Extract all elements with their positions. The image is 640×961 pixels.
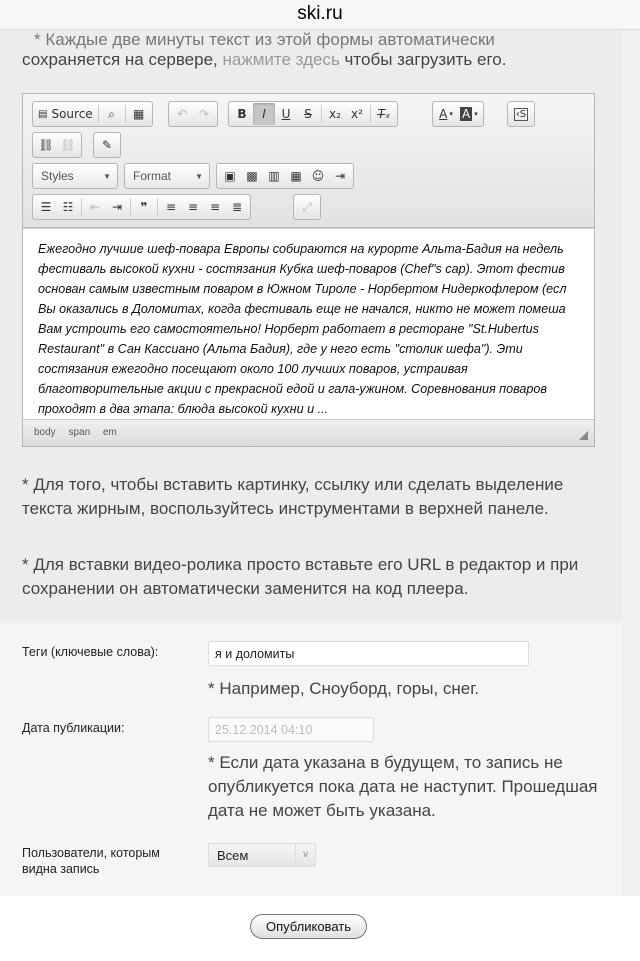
chevron-down-icon: ▾ — [474, 110, 478, 118]
load-autosave-link[interactable]: нажмите здесь — [222, 50, 340, 69]
content-line: состязания ежегодно посещают около 100 лучших поваров, устраивая — [38, 362, 468, 376]
strike-icon: S — [304, 107, 312, 121]
toolbar-group-basic-styles — [228, 101, 398, 127]
superscript-button[interactable] — [346, 103, 368, 125]
source-button[interactable]: ▤ Source — [38, 107, 93, 121]
align-right-button[interactable] — [204, 196, 226, 218]
align-left-button[interactable] — [160, 196, 182, 218]
maximize-button[interactable] — [296, 196, 318, 218]
content-line: Restaurant" в Сан Кассиано (Альта Бадия), где у него есть "столик шефа"). Эти — [38, 342, 523, 356]
tags-input[interactable]: я и доломиты — [208, 641, 529, 666]
toolbar-group-tools — [293, 194, 321, 220]
toolbar-group-paragraph — [32, 194, 251, 220]
flash-icon: ▩ — [246, 169, 258, 183]
content-line: Вы оказались в Доломитах, когда фестиваль еще не начался, никто не может помеша — [38, 302, 566, 316]
content-line: проходят в два этапа: блюда высокой кухни и ... — [38, 402, 329, 416]
numbered-list-icon: ☰ — [40, 200, 52, 214]
image-button[interactable] — [219, 165, 241, 187]
bulleted-list-button[interactable] — [57, 196, 79, 218]
toolbar-separator — [81, 198, 82, 216]
redo-button[interactable] — [193, 103, 215, 125]
paste-button[interactable] — [128, 103, 150, 125]
content-line: фестиваль высокой кухни - состязания Кубка шеф-поваров (Chef"s cap). Этот фестив — [38, 262, 565, 276]
toolbar-separator — [125, 105, 126, 123]
tags-hint: * Например, Сноуборд, горы, снег. — [208, 679, 480, 698]
path-item-span[interactable]: span — [68, 427, 91, 438]
italic-icon: I — [262, 107, 266, 121]
clipboard-icon: ▦ — [133, 107, 145, 121]
post-settings-form — [0, 624, 622, 896]
unlink-button[interactable] — [57, 134, 79, 156]
footer-actions — [0, 896, 640, 961]
toolbar-group-links — [32, 132, 82, 158]
autosave-notice — [22, 30, 612, 72]
date-label: Дата публикации: — [22, 721, 125, 735]
maximize-icon: ⤢ — [302, 199, 312, 214]
blockquote-button[interactable] — [133, 196, 155, 218]
attach-button[interactable] — [96, 134, 118, 156]
smiley-icon: ☺ — [311, 169, 325, 183]
content-line: основан самым известным поваром в Южном Тироле - Норбертом Нидеркофлером (есл — [38, 282, 567, 296]
rich-text-editor — [22, 93, 595, 447]
link-icon: ⛓ — [38, 138, 54, 152]
toolbar-separator — [157, 198, 158, 216]
path-item-em[interactable]: em — [102, 427, 117, 438]
italic-button[interactable] — [253, 103, 275, 125]
file-icon: ▥ — [268, 169, 280, 183]
text-color-icon: A — [439, 107, 448, 121]
page-break-icon: ⇥ — [334, 169, 346, 183]
page-break-button[interactable] — [329, 165, 351, 187]
toolbar-group-insert — [216, 163, 354, 189]
top-bar — [0, 0, 640, 30]
bold-icon: B — [237, 107, 247, 121]
align-center-button[interactable] — [182, 196, 204, 218]
outdent-icon: ⇤ — [89, 200, 101, 214]
numbered-list-button[interactable] — [35, 196, 57, 218]
site-title: ski.ru — [297, 3, 343, 24]
chevron-down-icon: ▼ — [195, 172, 203, 181]
indent-button[interactable] — [106, 196, 128, 218]
strike-button[interactable] — [297, 103, 319, 125]
element-path-bar — [23, 419, 594, 446]
autosave-text-before: сохраняется на сервере, — [22, 50, 223, 69]
link-button[interactable] — [35, 134, 57, 156]
tags-label: Теги (ключевые слова): — [22, 645, 159, 659]
autosave-cut-line: * Каждые две минуты текст из этой формы автоматически — [34, 30, 495, 49]
remove-format-icon: T̶ₓ — [377, 107, 391, 121]
smiley-button[interactable] — [307, 165, 329, 187]
video-hint: * Для вставки видео-ролика просто вставьте его URL в редактор и при сохранении он автоматически заменится на код плеера. — [22, 555, 579, 598]
toolbar-group-document — [32, 101, 153, 127]
align-right-icon: ≡ — [209, 200, 221, 214]
toolbar-separator — [321, 105, 322, 123]
underline-button[interactable] — [275, 103, 297, 125]
subscript-button[interactable] — [324, 103, 346, 125]
content-line: Ежегодно лучшие шеф-повара Европы собираются на курорте Альта-Бадия на недель — [38, 242, 564, 256]
quote-icon: ❞ — [140, 200, 148, 214]
preview-icon: ⌕ — [108, 106, 116, 121]
flash-button[interactable] — [241, 165, 263, 187]
autosave-text-after: чтобы загрузить его. — [339, 50, 507, 69]
toolbar-group-history — [168, 101, 218, 127]
paperclip-icon: ✎ — [101, 138, 113, 152]
content-line: Вам устроить его самостоятельно! Норберт работает в ресторане "St.Hubertus — [38, 322, 539, 336]
table-button[interactable] — [285, 165, 307, 187]
bold-button[interactable] — [231, 103, 253, 125]
redo-icon: ↷ — [198, 107, 210, 121]
undo-icon: ↶ — [176, 107, 188, 121]
source-icon: ▤ — [38, 108, 48, 120]
publish-date-field[interactable]: 25.12.2014 04:10 — [208, 717, 374, 742]
preview-button[interactable] — [101, 103, 123, 125]
unlink-icon: ⛓ — [60, 138, 76, 152]
remove-format-button[interactable] — [373, 103, 395, 125]
editor-toolbar — [23, 94, 594, 228]
undo-button[interactable] — [171, 103, 193, 125]
insert-script-button[interactable] — [510, 103, 532, 125]
editor-content[interactable] — [23, 229, 594, 419]
chevron-down-icon: ▾ — [449, 110, 453, 118]
outdent-button[interactable] — [84, 196, 106, 218]
align-center-icon: ≡ — [187, 200, 199, 214]
background-color-icon: A — [462, 107, 471, 121]
file-button[interactable] — [263, 165, 285, 187]
chevron-down-icon: ∨ — [295, 844, 315, 866]
publish-button[interactable]: Опубликовать — [250, 914, 367, 939]
toolbar-group-attach — [93, 132, 121, 158]
visibility-label: Пользователи, которым видна запись — [22, 846, 160, 876]
bulleted-list-icon: ☷ — [62, 200, 74, 214]
subscript-icon: x₂ — [329, 107, 341, 121]
toolbar-separator — [130, 198, 131, 216]
path-item-body[interactable]: body — [34, 427, 56, 438]
align-left-icon: ≡ — [165, 200, 177, 214]
indent-icon: ⇥ — [111, 200, 123, 214]
editor-panel — [0, 30, 622, 622]
toolbar-separator — [370, 105, 371, 123]
superscript-icon: x² — [351, 107, 363, 121]
format-dropdown[interactable]: Format ▼ — [124, 163, 210, 189]
toolbar-separator — [98, 105, 99, 123]
image-hint: * Для того, чтобы вставить картинку, ссылку или сделать выделение текста жирным, воспользуйтесь инструментами в верхней панеле. — [22, 475, 564, 518]
date-hint: * Если дата указана в будущем, то запись не опубликуется пока дата не наступит. Прошедшая дата не может быть указана. — [208, 753, 598, 820]
chevron-down-icon: ▼ — [103, 172, 111, 181]
visibility-select[interactable]: Всем ∨ — [208, 843, 316, 867]
background-color-button[interactable] — [457, 103, 481, 125]
underline-icon: U — [281, 107, 291, 121]
justify-icon: ≣ — [231, 200, 243, 214]
resize-grip-icon[interactable] — [579, 431, 588, 440]
script-icon: ‹S — [515, 108, 527, 120]
table-icon: ▦ — [290, 169, 302, 183]
justify-button[interactable] — [226, 196, 248, 218]
content-line: благотворительные акции с прекрасной едой и гала-ужином. Соревнования поваров — [38, 382, 548, 396]
toolbar-group-colors — [432, 101, 484, 127]
text-color-button[interactable] — [435, 103, 457, 125]
toolbar-group-extra — [507, 101, 535, 127]
styles-dropdown[interactable]: Styles ▼ — [32, 163, 118, 189]
image-icon: ▣ — [224, 169, 236, 183]
